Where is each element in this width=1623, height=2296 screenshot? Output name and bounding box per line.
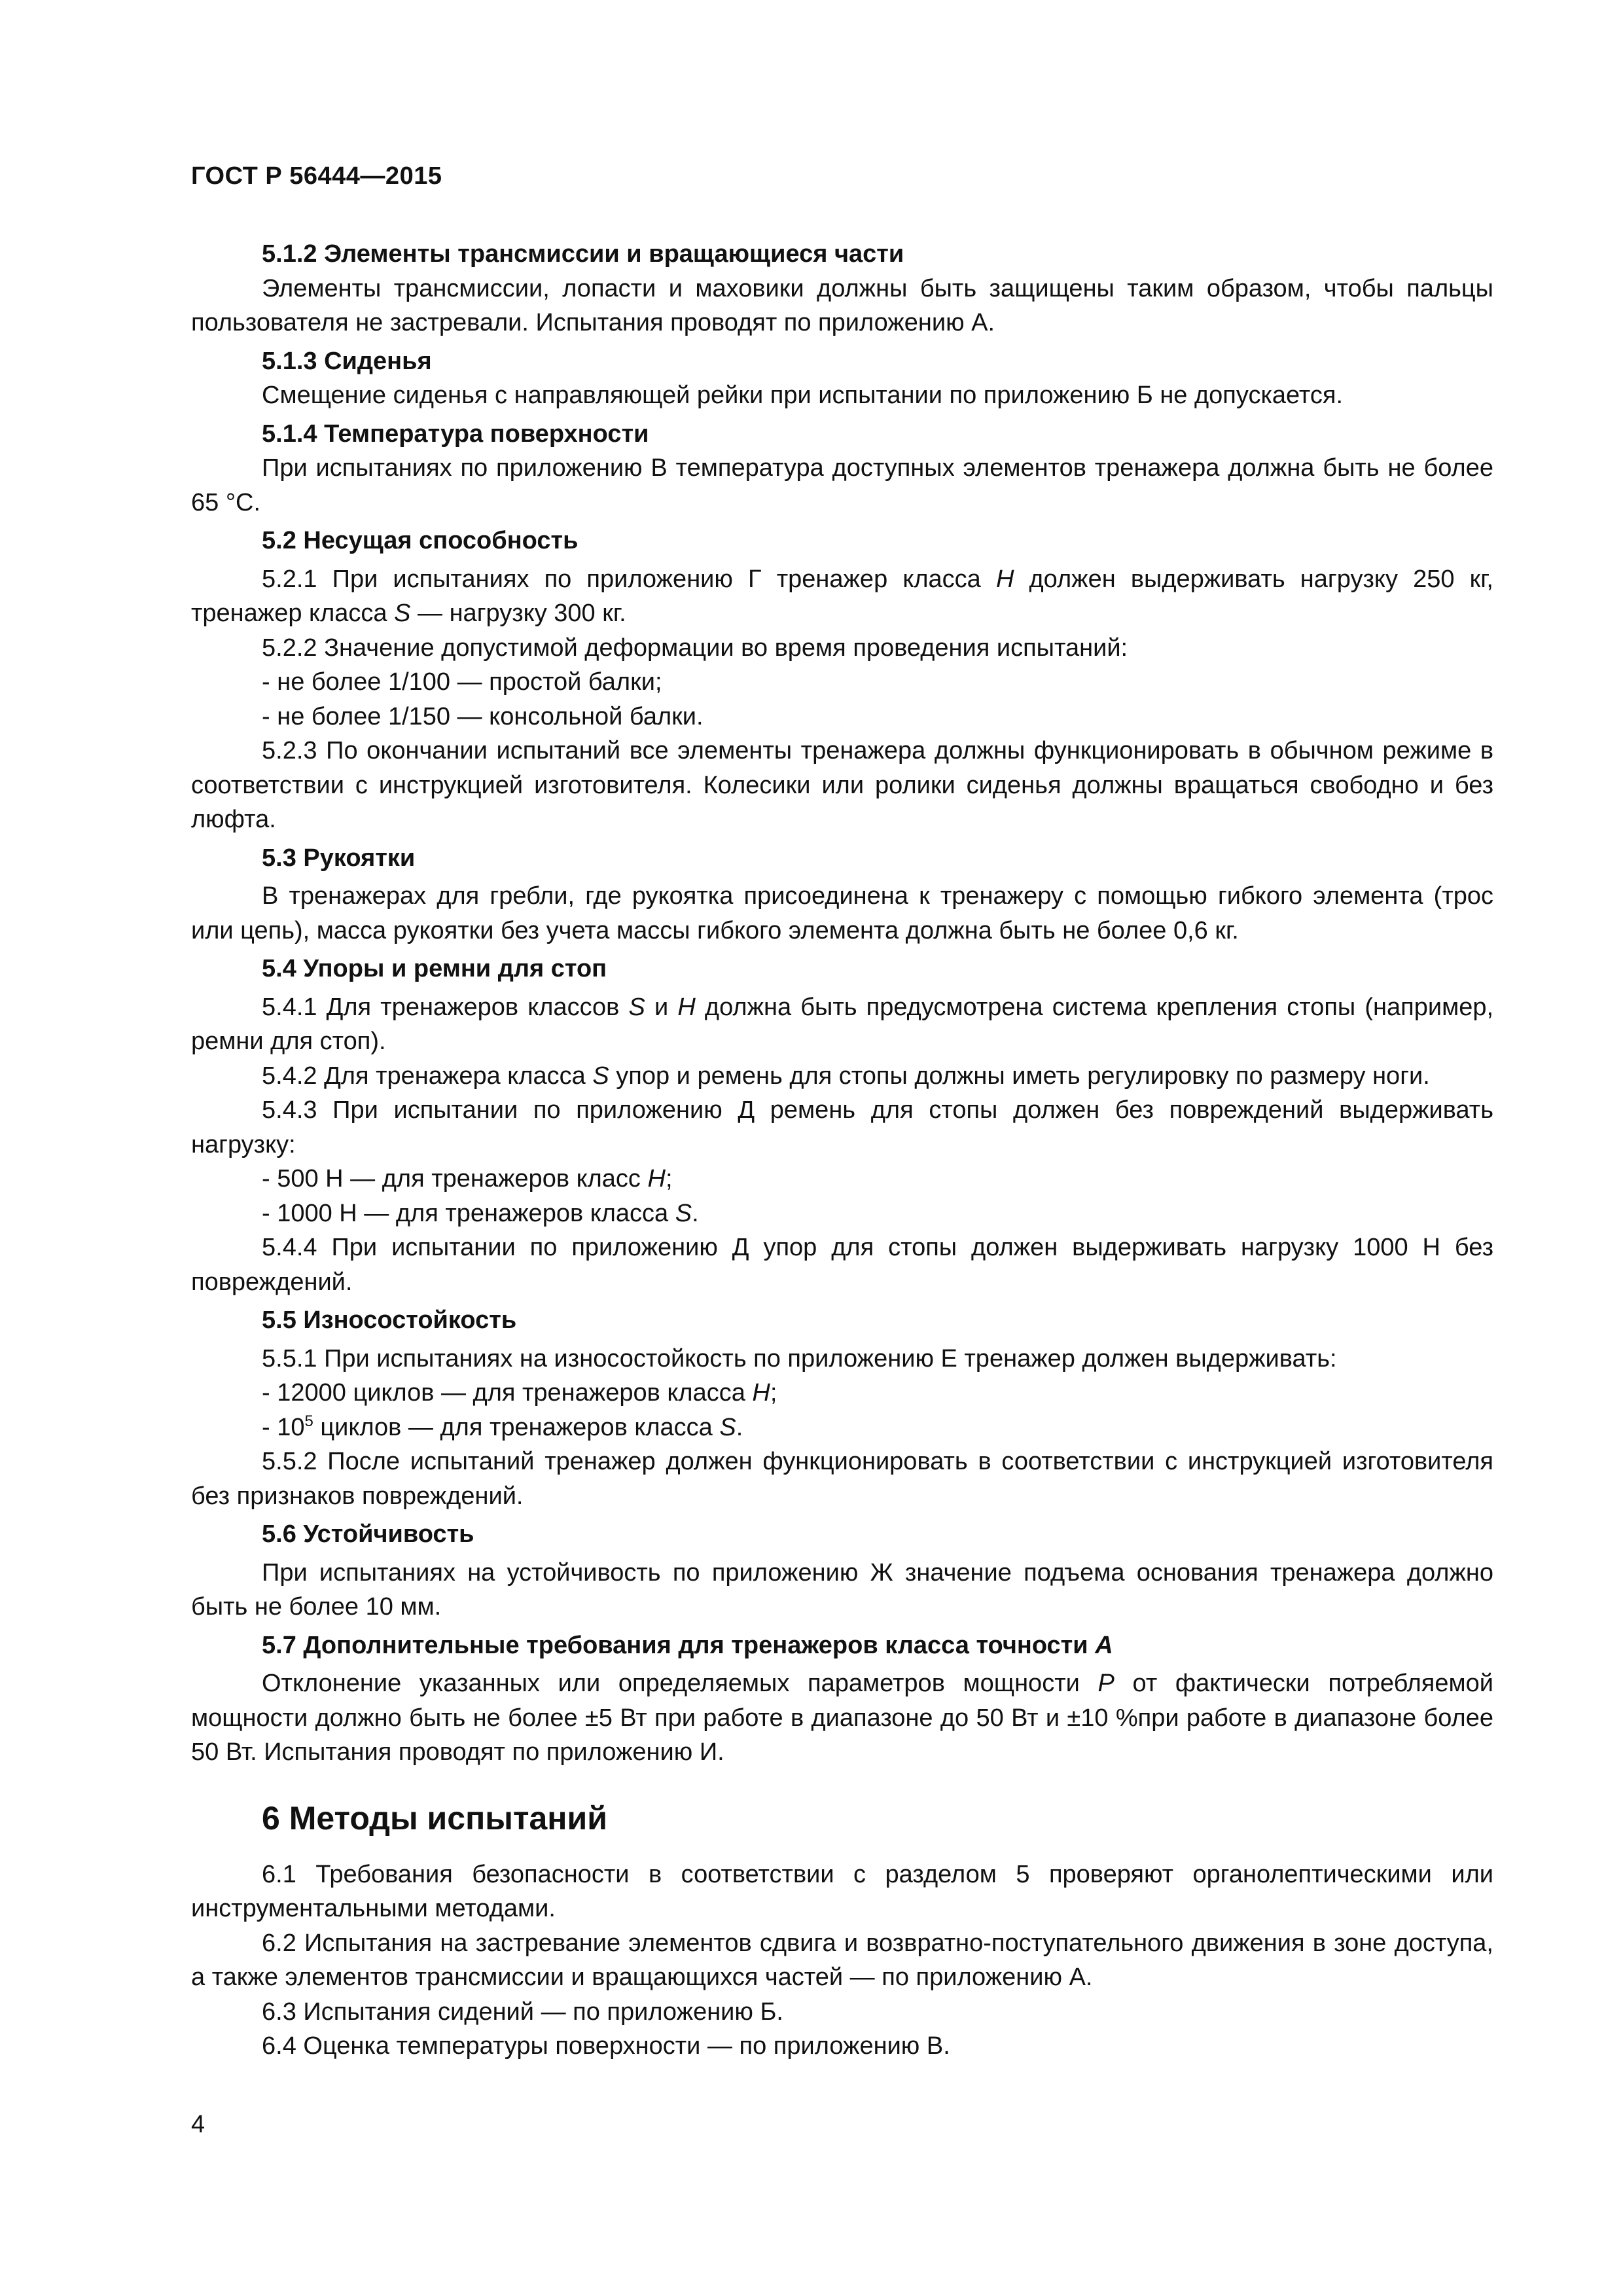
list-item [191, 1410, 1493, 1445]
text-run: - 500 Н — для тренажеров класс [262, 1165, 648, 1193]
paragraph-6-3: 6.3 Испытания сидений — по приложению Б. [262, 1998, 783, 2026]
section-heading-5-7 [191, 1628, 1493, 1663]
paragraph-5-4-3: 5.4.3 При испытании по приложению Д ремень для стопы должен без повреждений выдерживать нагрузку: [191, 1096, 1493, 1158]
class-s-symbol: S [394, 600, 411, 627]
text-run: должна быть предусмотрена система крепления стопы (например, ремни для стоп). [191, 993, 1494, 1055]
paragraph-6-4: 6.4 Оценка температуры поверхности — по приложению В. [262, 2032, 950, 2060]
list-item [191, 1196, 1493, 1231]
paragraph-5-4-4: 5.4.4 При испытании по приложению Д упор для стопы должен выдерживать нагрузку 1000 Н без повреждений. [191, 1234, 1493, 1296]
class-s-symbol: S [628, 993, 645, 1021]
text-run: — нагрузку 300 кг. [410, 600, 626, 627]
text-run: 5.4.2 Для тренажера класса [262, 1062, 593, 1090]
text-run: 5.7 Дополнительные требования для тренажеров класса точности [262, 1631, 1096, 1659]
paragraph-5-2-1 [191, 562, 1493, 631]
list-item: - не более 1/100 — простой балки; [262, 668, 662, 696]
section-heading-5-1-2: 5.1.2 Элементы трансмиссии и вращающиеся части [262, 240, 904, 268]
paragraph-5-1-4: При испытаниях по приложению В температура доступных элементов тренажера должна быть не более 65 °С. [191, 454, 1493, 516]
text-run: 5.4.1 Для тренажеров классов [262, 993, 629, 1021]
document-header: ГОСТ Р 56444—2015 [191, 162, 442, 190]
section-heading-5-1-4: 5.1.4 Температура поверхности [262, 420, 649, 448]
paragraph-5-5-1: 5.5.1 При испытаниях на износостойкость по приложению Е тренажер должен выдерживать: [262, 1344, 1337, 1372]
paragraph-5-4-2 [191, 1059, 1493, 1094]
class-s-symbol: S [592, 1062, 609, 1090]
paragraph-5-2-3: 5.2.3 По окончании испытаний все элементы тренажера должны функционировать в обычном режиме в соответствии с инструкцией изготовителя. Колесики или ролики сиденья должны вращаться свободно и без люфта. [191, 737, 1493, 833]
text-run: от фактически потребляемой мощности должно быть не более ±5 Вт при работе в диапазоне до 50 Вт и ±10 %при работе в диапазоне более 50 Вт. Испытания проводят по приложению И. [191, 1670, 1493, 1766]
class-h-symbol: H [995, 565, 1014, 593]
text-run: ; [665, 1165, 673, 1193]
list-item [191, 1376, 1493, 1410]
paragraph-5-1-3: Смещение сиденья с направляющей рейки при испытании по приложению Б не допускается. [262, 382, 1344, 409]
paragraph-5-1-2: Элементы трансмиссии, лопасти и маховики должны быть защищены таким образом, чтобы пальцы пользователя не застревали. Испытания проводят по приложению А. [191, 274, 1493, 336]
text-run: циклов — для тренажеров класса [313, 1413, 720, 1441]
class-h-symbol: H [752, 1379, 770, 1407]
page-number: 4 [191, 2111, 205, 2138]
list-item: - не более 1/150 — консольной балки. [262, 702, 704, 730]
paragraph-5-2-2: 5.2.2 Значение допустимой деформации во время проведения испытаний: [262, 634, 1128, 662]
paragraph-5-4-1 [191, 990, 1493, 1059]
class-h-symbol: H [677, 993, 696, 1021]
power-symbol: Р [1097, 1670, 1115, 1697]
paragraph-6-2: 6.2 Испытания на застревание элементов сдвига и возвратно-поступательного движения в зоне доступа, а также элементов трансмиссии и вращающихся частей — по приложению А. [191, 1929, 1493, 1991]
text-run: упор и ремень для стопы должны иметь регулировку по размеру ноги. [609, 1062, 1430, 1090]
text-run: - 12000 циклов — для тренажеров класса [262, 1379, 753, 1407]
text-run: . [736, 1413, 743, 1441]
section-heading-5-4: 5.4 Упоры и ремни для стоп [262, 955, 607, 982]
paragraph-5-5-2: 5.5.2 После испытаний тренажер должен функционировать в соответствии с инструкцией изготовителя без признаков повреждений. [191, 1448, 1493, 1510]
text-run: - 1000 Н — для тренажеров класса [262, 1199, 675, 1227]
text-run: 5.2.1 При испытаниях по приложению Г тренажер класса [262, 565, 996, 593]
list-item [191, 1162, 1493, 1196]
text-run: ; [770, 1379, 777, 1407]
text-run: . [692, 1199, 699, 1227]
section-heading-6: 6 Методы испытаний [262, 1799, 607, 1837]
class-s-symbol: S [675, 1199, 692, 1227]
section-heading-5-3: 5.3 Рукоятки [262, 844, 416, 872]
document-body [191, 237, 1493, 2064]
section-heading-5-1-3: 5.1.3 Сиденья [262, 347, 432, 375]
superscript: 5 [304, 1412, 313, 1430]
paragraph-5-6: При испытаниях на устойчивость по приложению Ж значение подъема основания тренажера должно быть не более 10 мм. [191, 1558, 1493, 1621]
text-run: должен выдерживать нагрузку 250 кг, тренажер класса [191, 565, 1493, 627]
text-run: и [645, 993, 678, 1021]
section-heading-5-5: 5.5 Износостойкость [262, 1306, 517, 1334]
paragraph-5-7 [191, 1666, 1493, 1770]
class-h-symbol: H [647, 1165, 666, 1193]
section-heading-5-2: 5.2 Несущая способность [262, 527, 579, 554]
paragraph-5-3: В тренажерах для гребли, где рукоятка присоединена к тренажеру с помощью гибкого элемента (трос или цепь), масса рукоятки без учета массы гибкого элемента должна быть не более 0,6 кг. [191, 882, 1493, 944]
paragraph-6-1: 6.1 Требования безопасности в соответствии с разделом 5 проверяют органолептическими или инструментальными методами. [191, 1860, 1493, 1922]
text-run: Отклонение указанных или определяемых параметров мощности [262, 1670, 1098, 1697]
class-a-symbol: А [1095, 1631, 1113, 1659]
section-heading-5-6: 5.6 Устойчивость [262, 1520, 474, 1548]
text-run: - 10 [262, 1413, 305, 1441]
class-s-symbol: S [719, 1413, 736, 1441]
